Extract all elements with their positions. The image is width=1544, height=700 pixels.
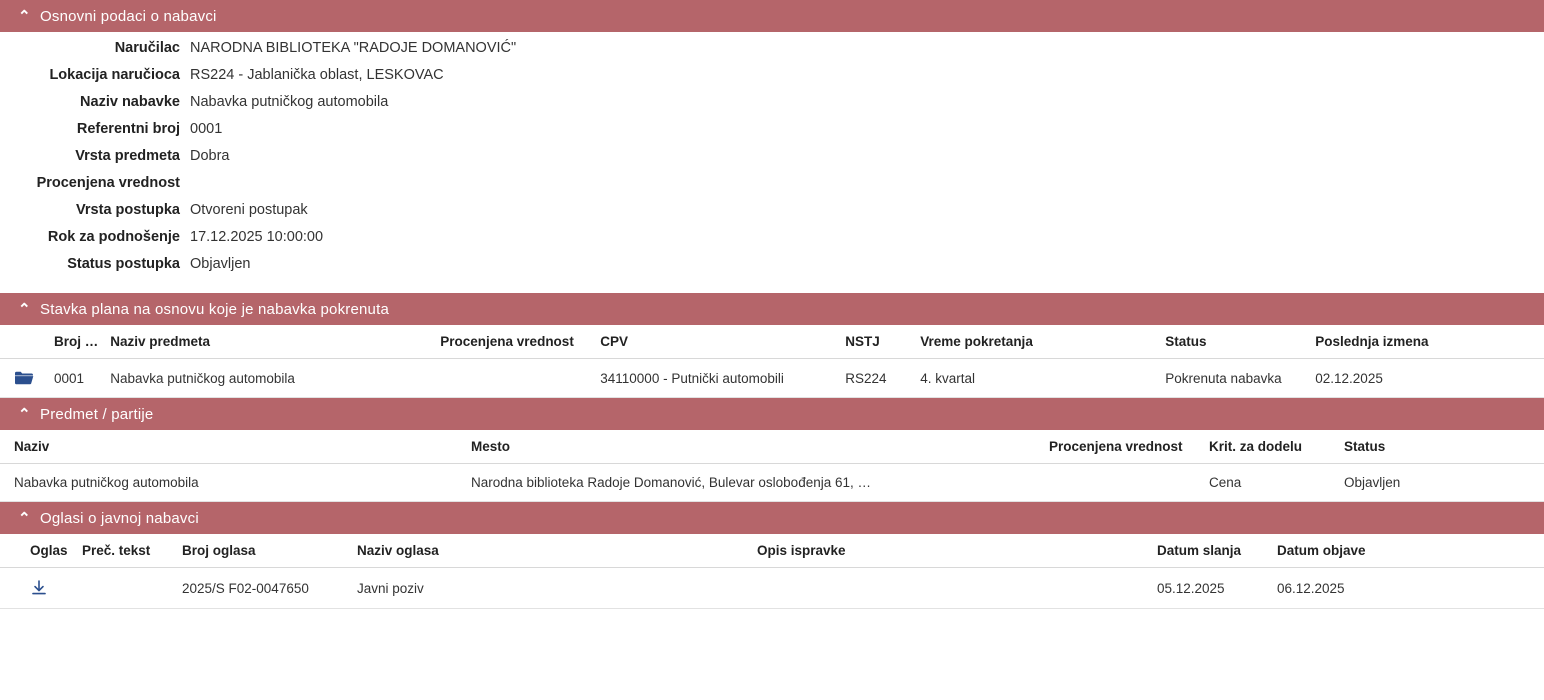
section-title-plan-item: Stavka plana na osnovu koje je nabavka pokrenuta [40, 300, 390, 318]
column-header-datum-objave[interactable]: Datum objave [1271, 534, 1544, 568]
cell-procenjena-vrednost [1043, 464, 1203, 502]
cell-broj-oglasa: 2025/S F02-0047650 [176, 568, 351, 609]
cell-datum-objave: 06.12.2025 [1271, 568, 1544, 609]
column-header-procenjena-vrednost[interactable]: Procenjena vrednost [1043, 430, 1203, 464]
field-value-vrsta-predmeta: Dobra [190, 148, 230, 164]
cell-naziv-oglasa: Javni poziv [351, 568, 751, 609]
column-header-naziv[interactable]: Naziv [0, 430, 465, 464]
field-row-rok-za-podnosenje [0, 229, 1544, 256]
table-header-row [0, 325, 1544, 359]
column-header-oglas[interactable]: Oglas [0, 534, 76, 568]
column-header-naziv-predmeta[interactable]: Naziv predmeta [104, 325, 434, 359]
field-row-procenjena-vrednost [0, 175, 1544, 202]
plan-item-table [0, 325, 1544, 398]
column-header-vreme-pokretanja[interactable]: Vreme pokretanja [914, 325, 1159, 359]
table-row[interactable] [0, 568, 1544, 609]
field-label-vrsta-postupka: Vrsta postupka [76, 202, 180, 218]
field-label-vrsta-predmeta: Vrsta predmeta [75, 148, 180, 164]
table-row[interactable] [0, 464, 1544, 502]
field-row-vrsta-predmeta [0, 148, 1544, 175]
cell-opis-ispravke [751, 568, 1151, 609]
field-label-procenjena-vrednost: Procenjena vrednost [36, 175, 180, 191]
download-icon-cell[interactable] [0, 568, 76, 609]
field-value-referentni-broj: 0001 [190, 121, 223, 137]
cell-cpv: 34110000 - Putnički automobili [594, 359, 839, 398]
column-header-status[interactable]: Status [1338, 430, 1544, 464]
section-header-plan-item[interactable] [0, 293, 1544, 325]
section-header-ads[interactable] [0, 502, 1544, 534]
cell-nstj: RS224 [839, 359, 914, 398]
column-header-mesto[interactable]: Mesto [465, 430, 1043, 464]
cell-poslednja-izmena: 02.12.2025 [1309, 359, 1544, 398]
field-value-vrsta-postupka: Otvoreni postupak [190, 202, 308, 218]
field-row-naziv-nabavke [0, 94, 1544, 121]
chevron-up-icon[interactable]: ⌃ [18, 7, 31, 25]
cell-status: Objavljen [1338, 464, 1544, 502]
field-value-narucilac: NARODNA BIBLIOTEKA "RADOJE DOMANOVIĆ" [190, 40, 517, 56]
column-header-broj-oglasa[interactable]: Broj oglasa [176, 534, 351, 568]
field-row-referentni-broj [0, 121, 1544, 148]
section-header-basic-info[interactable] [0, 0, 1544, 32]
folder-icon[interactable] [14, 370, 34, 386]
column-header-broj[interactable]: Broj … [40, 325, 104, 359]
cell-broj: 0001 [40, 359, 104, 398]
chevron-up-icon[interactable]: ⌃ [18, 405, 31, 423]
field-label-lokacija-narucioca: Lokacija naručioca [49, 67, 180, 83]
field-label-status-postupka: Status postupka [67, 256, 180, 272]
cell-naziv: Nabavka putničkog automobila [0, 464, 465, 502]
section-title-basic-info: Osnovni podaci o nabavci [40, 7, 217, 25]
field-row-vrsta-postupka [0, 202, 1544, 229]
field-value-lokacija-narucioca: RS224 - Jablanička oblast, LESKOVAC [190, 67, 444, 83]
column-header-prec-tekst[interactable]: Preč. tekst [76, 534, 176, 568]
column-header-procenjena-vrednost[interactable]: Procenjena vrednost [434, 325, 594, 359]
field-row-lokacija-narucioca [0, 67, 1544, 94]
cell-procenjena-vrednost [434, 359, 594, 398]
field-label-naziv-nabavke: Naziv nabavke [80, 94, 180, 110]
field-label-rok-za-podnosenje: Rok za podnošenje [47, 229, 180, 245]
column-header-poslednja-izmena[interactable]: Poslednja izmena [1309, 325, 1544, 359]
column-header-naziv-oglasa[interactable]: Naziv oglasa [351, 534, 751, 568]
table-header-row [0, 534, 1544, 568]
field-value-rok-za-podnosenje: 17.12.2025 10:00:00 [190, 229, 324, 245]
folder-icon-cell[interactable] [0, 359, 40, 398]
cell-prec-tekst [76, 568, 176, 609]
table-header-row [0, 430, 1544, 464]
column-header-datum-slanja[interactable]: Datum slanja [1151, 534, 1271, 568]
section-title-ads: Oglasi o javnoj nabavci [40, 509, 199, 527]
basic-info-fields [0, 32, 1544, 293]
field-label-referentni-broj: Referentni broj [76, 121, 180, 137]
cell-vreme-pokretanja: 4. kvartal [914, 359, 1159, 398]
column-header-status[interactable]: Status [1159, 325, 1309, 359]
column-header-nstj[interactable]: NSTJ [839, 325, 914, 359]
section-header-subject-lots[interactable] [0, 398, 1544, 430]
cell-status: Pokrenuta nabavka [1159, 359, 1309, 398]
subject-lots-table [0, 430, 1544, 502]
field-value-naziv-nabavke: Nabavka putničkog automobila [190, 94, 389, 110]
field-row-status-postupka [0, 256, 1544, 283]
cell-kriterijum-za-dodelu: Cena [1203, 464, 1338, 502]
table-row[interactable] [0, 359, 1544, 398]
field-label-narucilac: Naručilac [114, 40, 180, 56]
cell-datum-slanja: 05.12.2025 [1151, 568, 1271, 609]
column-header-kriterijum-za-dodelu[interactable]: Krit. za dodelu [1203, 430, 1338, 464]
cell-naziv-predmeta: Nabavka putničkog automobila [104, 359, 434, 398]
field-value-status-postupka: Objavljen [190, 256, 251, 272]
download-icon[interactable] [30, 579, 70, 597]
section-title-subject-lots: Predmet / partije [40, 405, 154, 423]
chevron-up-icon[interactable]: ⌃ [18, 509, 31, 527]
ads-table [0, 534, 1544, 609]
cell-mesto: Narodna biblioteka Radoje Domanović, Bulevar oslobođenja 61, … [465, 464, 1043, 502]
column-header-opis-ispravke[interactable]: Opis ispravke [751, 534, 1151, 568]
field-row-narucilac [0, 40, 1544, 67]
chevron-up-icon[interactable]: ⌃ [18, 300, 31, 318]
column-header-icon [0, 325, 40, 359]
column-header-cpv[interactable]: CPV [594, 325, 839, 359]
